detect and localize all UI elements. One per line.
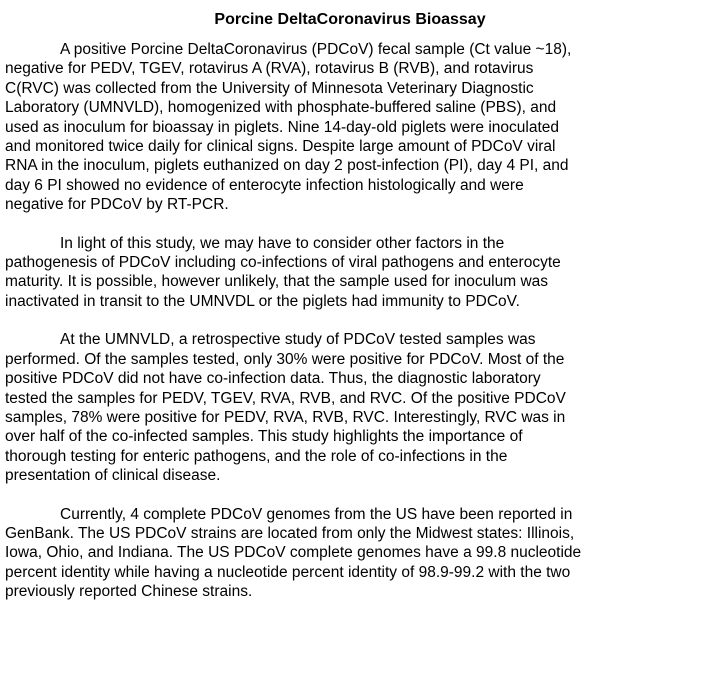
text-line: negative for PDCoV by RT-PCR. <box>5 196 229 214</box>
text-line: negative for PEDV, TGEV, rotavirus A (RVA), rotavirus B (RVB), and rotavirus <box>5 60 534 78</box>
text-line: pathogenesis of PDCoV including co-infections of viral pathogens and enterocyte <box>5 254 561 272</box>
text-line: GenBank. The US PDCoV strains are located from only the Midwest states: Illinois, <box>5 524 575 542</box>
text-line: used as inoculum for bioassay in piglets. Nine 14-day-old piglets were inoculated <box>5 118 560 136</box>
text-line: RNA in the inoculum, piglets euthanized on day 2 post-infection (PI), day 4 PI, and <box>5 157 569 175</box>
paragraph-bioassay <box>5 40 695 215</box>
text-line: Iowa, Ohio, and Indiana. The US PDCoV complete genomes have a 99.8 nucleotide <box>5 544 582 562</box>
text-line: samples, 78% were positive for PEDV, RVA, RVB, RVC. Interestingly, RVC was in <box>5 408 566 426</box>
text-line: performed. Of the samples tested, only 30% were positive for PDCoV. Most of the <box>5 350 565 368</box>
paragraph-retrospective-study <box>5 330 695 485</box>
text-line: and monitored twice daily for clinical signs. Despite large amount of PDCoV viral <box>5 138 556 156</box>
text-line: C(RVC) was collected from the University of Minnesota Veterinary Diagnostic <box>5 79 534 97</box>
text-line: A positive Porcine DeltaCoronavirus (PDCoV) fecal sample (Ct value ~18), <box>60 41 572 58</box>
text-line: over half of the co-infected samples. This study highlights the importance of <box>5 428 523 446</box>
text-line: positive PDCoV did not have co-infection data. Thus, the diagnostic laboratory <box>5 370 541 388</box>
text-line: percent identity while having a nucleotide percent identity of 98.9-99.2 with the two <box>5 563 571 581</box>
text-line: At the UMNVLD, a retrospective study of PDCoV tested samples was <box>60 331 536 349</box>
text-line: previously reported Chinese strains. <box>5 583 253 601</box>
text-line: tested the samples for PEDV, TGEV, RVA, RVB, and RVC. Of the positive PDCoV <box>5 389 566 407</box>
text-line: In light of this study, we may have to consider other factors in the <box>60 234 505 252</box>
document-title: Porcine DeltaCoronavirus Bioassay <box>214 11 486 28</box>
text-line: inactivated in transit to the UMNVDL or the piglets had immunity to PDCoV. <box>5 292 520 310</box>
text-line: maturity. It is possible, however unlikely, that the sample used for inoculum was <box>5 273 549 291</box>
text-line: day 6 PI showed no evidence of enterocyte infection histologically and were <box>5 176 524 194</box>
paragraph-considerations <box>5 234 695 312</box>
text-line: presentation of clinical disease. <box>5 467 221 485</box>
text-line: thorough testing for enteric pathogens, and the role of co-infections in the <box>5 447 508 465</box>
paragraph-genomes <box>5 505 695 602</box>
text-line: Currently, 4 complete PDCoV genomes from the US have been reported in <box>60 505 573 523</box>
text-line: Laboratory (UMNVLD), homogenized with phosphate-buffered saline (PBS), and <box>5 99 557 117</box>
